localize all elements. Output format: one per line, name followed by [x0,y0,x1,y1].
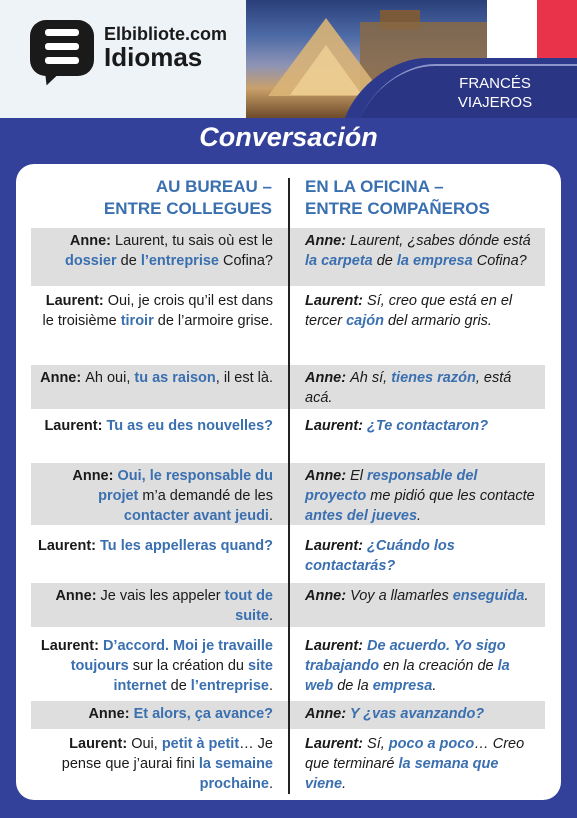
highlighted-phrase: la semaine prochaine [198,756,273,792]
french-line [37,536,273,556]
french-line [37,416,273,436]
speaker-name: Laurent: [305,538,368,554]
logo-e-icon [45,29,79,65]
highlighted-phrase: l’entreprise [190,678,269,694]
highlighted-phrase: petit à petit [161,736,240,752]
spanish-line [305,368,541,408]
french-line [37,704,273,724]
speaker-name: Laurent: [305,293,368,309]
speaker-name: Anne: [55,588,101,604]
dialogue-text: Sí, [367,736,389,752]
french-line [37,291,273,331]
dialogue-text: . [432,678,437,694]
highlighted-phrase: tout de suite [224,588,273,624]
speaker-name: Laurent: [305,638,368,654]
french-header-line1: AU BUREAU – [155,177,272,196]
dialogue-text: del armario gris. [383,313,492,329]
speaker-name: Laurent: [305,418,368,434]
dialogue-text: Cofina? [218,253,273,269]
dialogue-text: de la [333,678,373,694]
language-badge [430,74,560,112]
dialogue-text: . [268,678,273,694]
dialogue-text: El [350,468,368,484]
spanish-line [305,636,541,696]
highlighted-phrase: Et alors, ça avance? [133,706,273,722]
highlighted-phrase: enseguida [452,588,525,604]
dialogue-text: Cofina? [472,253,527,269]
highlighted-phrase: Tu les appelleras quand? [100,538,273,554]
dialogue-text: de [116,253,141,269]
speaker-name: Laurent: [38,538,101,554]
badge-language: FRANCÉS [459,75,531,92]
highlighted-phrase: empresa [372,678,433,694]
dialogue-text: en la creación de [379,658,498,674]
dialogue-text: de [372,253,397,269]
dialogue-text: . [524,588,529,604]
louvre-pyramid-light [290,45,362,95]
highlighted-phrase: antes del jueves [305,508,418,524]
speaker-name: Anne: [88,706,134,722]
dialogue-text: Laurent, ¿sabes dónde está [350,233,531,249]
speaker-name: Laurent: [40,638,103,654]
spanish-header-line1: EN LA OFICINA – [305,177,444,196]
dialogue-text: , il est là. [215,370,273,386]
highlighted-phrase: De acuerdo. Yo sigo trabajando [305,638,506,674]
highlighted-phrase: responsable del proyecto [305,468,478,504]
dialogue-text: . [342,776,347,792]
spanish-column-header [305,176,545,220]
highlighted-phrase: dossier [65,253,117,269]
speaker-name: Laurent: [69,736,132,752]
dialogue-text: . [268,776,273,792]
badge-topic: VIAJEROS [457,94,533,111]
spanish-line [305,231,541,271]
spanish-line [305,536,541,576]
french-header-line2: ENTRE COLLEGUES [103,199,272,218]
dialogue-text: Je vais les appeler [100,588,225,604]
spanish-line [305,291,541,331]
dialogue-text: . [417,508,422,524]
dialogue-text: m’a demandé de les [138,488,273,504]
dialogue-text: Voy a llamarles [350,588,453,604]
dialogue-text: . [268,508,273,524]
spanish-header-line2: ENTRE COMPAÑEROS [305,199,490,218]
brand-site: Elbibliote.com [104,24,228,44]
french-line [37,734,273,794]
dialogue-text: … Je pense que j’aurai fini [61,736,273,772]
highlighted-phrase: la web [305,658,510,694]
speaker-name: Laurent: [45,293,108,309]
highlighted-phrase: Tu as eu des nouvelles? [106,418,273,434]
highlighted-phrase: tu as raison [134,370,216,386]
french-line [37,466,273,526]
highlighted-phrase: tiroir [120,313,154,329]
dialogue-text: de [166,678,191,694]
dialogue-text: de l’armoire grise. [153,313,273,329]
french-line [37,636,273,696]
speaker-name: Anne: [69,233,115,249]
highlighted-phrase: Y ¿vas avanzando? [349,706,485,722]
french-line [37,586,273,626]
highlighted-phrase: la semana que viene [305,756,499,792]
dialogue-text: Laurent, tu sais où est le [115,233,273,249]
spanish-line [305,734,541,794]
speaker-name: Anne: [305,706,350,722]
speaker-name: Laurent: [44,418,107,434]
dialogue-text: … Creo que terminaré [305,736,525,772]
highlighted-phrase: l’entreprise [140,253,219,269]
spanish-line [305,416,541,436]
spanish-line [305,704,541,724]
dialogue-text: Oui, je crois qu’il est dans le troisième [42,293,273,329]
dialogue-text: Oui, [131,736,162,752]
highlighted-phrase: site internet [113,658,273,694]
dialogue-text: me pidió que les contacte [366,488,535,504]
spanish-line [305,466,541,526]
speaker-name: Anne: [40,370,86,386]
dialogue-text: Ah oui, [85,370,135,386]
dialogue-text: , está acá. [305,370,512,406]
highlighted-phrase: cajón [346,313,384,329]
speaker-name: Laurent: [305,736,368,752]
french-line [37,368,273,388]
highlighted-phrase: tienes razón [391,370,476,386]
highlighted-phrase: ¿Cuándo los contactarás? [305,538,455,574]
speaker-name: Anne: [305,370,351,386]
speaker-name: Anne: [305,468,351,484]
brand-name: Idiomas [104,42,203,72]
dialogue-text: Ah sí, [350,370,392,386]
highlighted-phrase: contacter avant jeudi [123,508,269,524]
highlighted-phrase: D’accord. Moi je travaille toujours [70,638,273,674]
highlighted-phrase: ¿Te contactaron? [367,418,489,434]
speaker-name: Anne: [305,233,351,249]
french-column-header [30,176,272,220]
highlighted-phrase: la carpeta [305,253,373,269]
speaker-name: Anne: [305,588,351,604]
speaker-name: Anne: [72,468,118,484]
column-divider [288,178,290,794]
highlighted-phrase: Oui, le responsable du projet [98,468,273,504]
french-line [37,231,273,271]
spanish-line [305,586,541,606]
dialogue-text: . [268,608,273,624]
highlighted-phrase: la empresa [396,253,473,269]
header-banner [0,0,577,118]
highlighted-phrase: poco a poco [388,736,475,752]
dialogue-text: sur la création du [128,658,248,674]
dialogue-text: Sí, creo que está en el tercer [305,293,513,329]
page-title: Conversación [199,122,378,152]
